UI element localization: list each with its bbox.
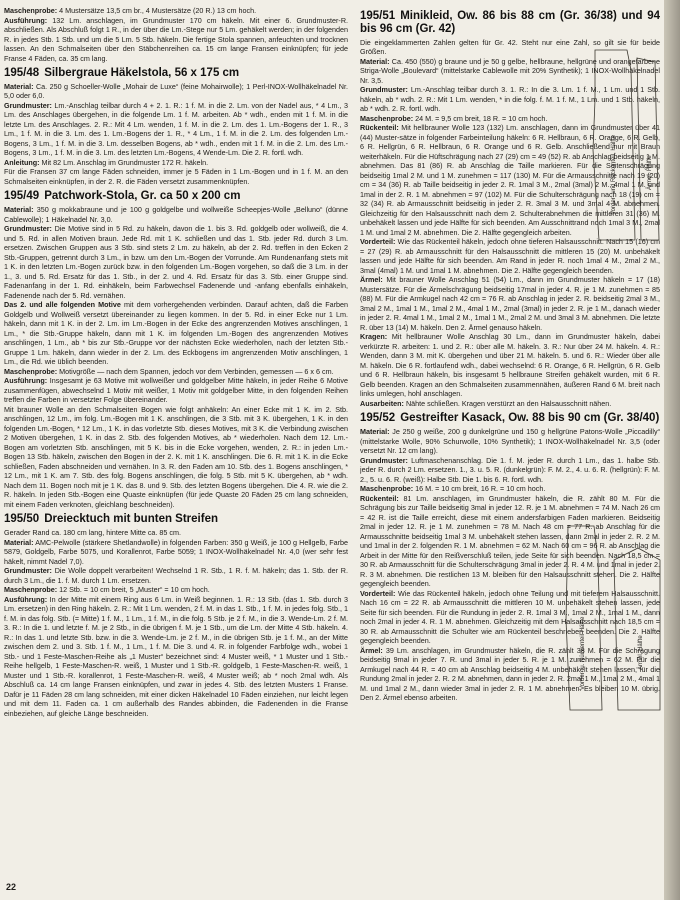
paragraph: Vorderteil: Wie das Rückenteil häkeln, jedoch ohne tieferen Halsausschnitt. Nach 15 (16) cm = 27 (29) R. ab Armausschnitt für den Halsausschnitt die mittleren 15 (20) M. unbehäkelt lassen und jede Hälfte für sich beenden. Am Rand in jeder R. noch 1mal 4 M., 2mal 2 M., 3mal (4mal) 1 M. und 1mal 1 M. abnehmen. Die 2. Hälfte gegengleich beenden.: [360, 237, 660, 275]
paragraph: Die eingeklammerten Zahlen gelten für Gr. 42. Steht nur eine Zahl, so gilt sie für beide Größen.: [360, 37, 660, 57]
dress-pattern-schematic: [585, 40, 663, 250]
paragraph: Ausarbeiten: Nähte schließen. Kragen verstürzt an den Halsausschnitt nähen.: [360, 398, 612, 408]
section-heading: 195/48 Silbergraue Häkelstola, 56 x 175 cm: [4, 67, 240, 79]
paragraph: Ärmel: 39 Lm. anschlagen, im Grundmuster häkeln, die R. zählt 38 M. Für die Schrägung beidseitig 9mal in jeder 7. R. und 3mal in jeder 5. R. je 1 M. zunehmen = 62 M. Für die Armkugel nach 44 R. = 40 cm ab Anschlag beidseitig 4 M. unbehäkelt stehen lassen, für die Rundung 2mal in jeder 2. R. 2 M. abnehmen, dann in jeder 2. R. 2mal 1 M., 1mal 2 M., 4mal 1 M. und 1mal 2 M., dann wieder 3mal in jeder 2. R. 1 M. abnehmen. Es bleiben 10 M. übrig. Den 2. Ärmel ebenso arbeiten.: [360, 645, 660, 703]
intro-paragraph: Ausführung: 132 Lm. anschlagen, im Grundmuster 170 cm häkeln. Mit einer 6. Grundmuster-R. abschließen. Als Abschluß folgt 1 R., in der über die Lm.-Stege nur 5 Lm. gehäkelt werden; in der folgenden R. in jedes Stb. 1 Stb. und um die 5 Lm. 5 Stb. häkeln. Die fertige Stola spannen, anfeuchten und trocknen lassen. An den Schmalseiten über den Stäbchenreihen ca. 15 cm lange Fransen einknüpfen; für jede Franse 4 Fäden, ca. 35 cm lang.: [4, 15, 348, 63]
section-heading: 195/50 Dreiecktuch mit bunten Streifen: [4, 513, 218, 526]
tunic-body-label: Vorder- u. Rückenteil Hälfte: [580, 616, 586, 690]
paragraph: Das 2. und alle folgenden Motive mit dem vorhergehenden verbinden. Darauf achten, daß die Farben Goldgelb und Wollweiß versetzt übereinander zu liegen kommen. In der 5. Rd. in einer Ecke nur 1 Lm. häkeln, dann mit 1 K. in der 2. Lm. im Lm.-Bogen in der Ecke des angrenzenden Motives anschlingen, 1 Lm., * die Stb.-Gruppe häkeln, dann mit 1 K. im folgenden Lm.-Bogen des angrenzenden Motives anschlingen, 1 Lm., ab * bis zur Stb.-Gruppe vor der nächsten Ecke wiederholen, nach der letzten Stb.-Gruppe 1 Lm. häkeln, dann wieder in der 2. Lm. des Eckbogens im angrenzenden Motiv anschlingen, 1 Lm., die Rd. wie üblich beenden.: [4, 300, 348, 367]
paragraph: Mit brauner Wolle an den Schmalseiten Bogen wie folgt anhäkeln: An einer Ecke mit 1 K. im 2. Stb. anschlingen, 12 Lm., im folg. Lm.-Bogen mit 1 K. anschlingen, die 3 Stb. mit 3 K. übergehen, 1 K. in den folgenden Lm.-Bogen, * 12 Lm., 1 K. in das vorletzte Stb. dieses Motives, mit 3 K. die Verbindung zwischen 2 Motiven übergehen, 1 K. in das 2. Stb. des folgenden Motives, ab * wiederholen. Nach dem 12. Lm.-Bogen am vorletzten Stb. anschlingen, mit 5 K. bis in die Ecke vorgehen, wenden, 2. R.: in jeden Lm.-Bogen 13 Stb. häkeln, zwischen den Bogen in der 2. K. mit 1 K. anschlingen. Die 6. R. mit 1 K. in die Ecke schließen, Faden abschneiden und vernähen. In 3. R. den Faden am 10. Stb. des 1. Bogens anschlingen, * 12 Lm., mit 1 K. am 7. Stb. des folg. Bogens anschlingen, die folg. 5 Stb. mit 5 K. übergehen, ab * wdh. Nach dem 11. Bogen noch mit je 1 K. das 8. und 9. Stb. des letzten Bogens übergehen. Die 4. R. wie die 2. R. häkeln. In jeden Stb.-Bogen eine Quaste einknüpfen (für jede Quaste 20 Fäden 25 cm lang schneiden, mit einem Faden verknoten, gleichlang beschneiden).: [4, 404, 348, 509]
paragraph: Grundmuster: Die Motive sind in 5 Rd. zu häkeln, davon die 1. bis 3. Rd. goldgelb oder wollweiß, die 4. und 5. Rd. in allen Motiven braun. Jede Rd. mit 1 K. schließen und das 1. Stb. jeder Rd. durch 3 Lm. ersetzen. Zwischen Gruppen aus 3 Stb. sind stets 2 Lm. zu häkeln, ab der 2. Rd. treffen in den Ecken 2 Stb.-Gruppen, getrennt durch 3 Lm., in bzw. um den Lm.-Bogen der Vorrunde. Am Rundenanfang stets mit 1 K. in den letzten Lm.-Bogen zurück bzw. in den folgenden Lm.-Bogen vorgehen, so daß die 3 Lm. in der 1., 3. und 5. Rd. Ersatz für das 1. Stb., in der 2. und 4. Rd. Ersatz für das 3. Stb. einer Gruppe sind. Fadenanfang in der 1. Rd. einhäkeln, beim Farbwechsel Fadenende und -anfang ebenfalls einhäkeln, Fadenende nach der 5. Rd. vernähen.: [4, 224, 348, 300]
tunic-sleeve-label: Ärmel, Hälfte: [638, 635, 644, 670]
paragraph: Gerader Rand ca. 180 cm lang, hintere Mitte ca. 85 cm.: [4, 528, 181, 538]
paragraph: Kragen: Mit hellbrauner Wolle Anschlag 30 Lm., dann im Grundmuster häkeln, dabei verkürzte R. arbeiten: 1. und 2. R.: über alle M. häkeln. 3. R.: Nur über 24 M. häkeln. 4. R.: Wenden, dann 3 M. mit K. übergehen und über 21 M. häkeln. 5. und 6. R.: Wieder über alle M. häkeln. Die 6 R. fortlaufend wdh., dabei wechselnd: 6 R. Orange, 6 R. Hellgrün, 6 R. Gelb und 6 R. Hellbraun häkeln, bis insgesamt 5 hellbraune Streifen gehäkelt wurden, mit 6 R. Gelb beenden. Kragen an den Schmalseiten zusammennähen, äußeren Rand 6 M. breit nach links umlegen, hohl anschlagen.: [360, 332, 660, 399]
paragraph: Material: AMC-Pelwolle (stärkere Shetlandwolle) in folgenden Farben: 350 g Weiß, je 100 g Hellgelb, Farbe 5879, Goldgelb, Farbe 5075, und Korallenrot, Farbe 5059; 1 INOX-Wollhäkelnadel Nr. 4,0 (wer sehr fest häkelt, nimmt Nadel 7,0).: [4, 537, 348, 566]
section-195-48: [4, 67, 348, 186]
paragraph: Grundmuster: Lm.-Anschlag teilbar durch 3. 1. R.: In die 3. Lm. 1 f. M., 1 Lm. und 1 Stb. häkeln, ab * wdh. 2. R.: Mit 1 Lm. wenden, * in die folg. f. M. 1 f. M., 1 Lm. und 1 Stb. häkeln, ab * wdh. 2. R. fortl. wdh.: [360, 85, 660, 114]
tunic-pattern-schematic: [560, 520, 664, 720]
paragraph: Grundmuster: Lm.-Anschlag teilbar durch 4 + 2. 1. R.: 1 f. M. in die 2. Lm. von der Nadel aus, * 4 Lm., 3 Lm. des Anschlages übergehen, in die folgende Lm. 1 f. M. arbeiten. Ab * wdh., enden mit 1 f. M. in die letzte Lm. des Anschlages. 2. R.: Mit 4 Lm. wenden, 1 f. M. in die 2. Lm. des 1. Lm.-Bogens der 1. R., 3 Lm., 1 f. M. in die 3. Lm. des 1. Lm.-Bogens der 1. R., * 4 Lm., 1 f. M. in die 2. Lm. des folgenden Lm.-Bogens, 3 Lm., 1 f. M. in die 3. Lm. desselben Bogens, ab * wdh., enden mit 1 f. M. in die 2. Lm. des Lm.-Bogens, 3 Lm., 1 f. M. in die 3. Lm. des letzten Lm.-Bogens, 4 Wende-Lm. Die 2. R. fortl. wdh.: [4, 100, 348, 158]
paragraph: Ärmel: Mit brauner Wolle Anschlag 51 (54) Lm., dann im Grundmuster häkeln = 17 (18) Mustersätze. Für die Ärmelschrägung beidseitig 17mal in jeder 4. R. je 1 M. zunehmen = 85 (88) M. Für die Armkugel nach 42 cm = 76 R. ab Anschlag in jeder 2. R. beidseitig 2mal 3 M., 3mal 2 M., 1mal 1 M., 1mal 2 M., 4mal 1 M., 2mal (3mal) in jeder 2. R. je 1 M., danach wieder in jeder 2. R. 4mal 1 M., 1mal 2 M., 1mal 1 M., 2mal 2 M. und 3mal 3 M. abnehmen. Die letzte R. über 13 (14) M. häkeln. Den 2. Ärmel genauso häkeln.: [360, 275, 660, 332]
section-heading: 195/52 Gestreifter Kasack, Ow. 88 bis 90 cm (Gr. 38/40): [360, 412, 660, 425]
page-binding-edge: [664, 0, 680, 900]
paragraph: Rückenteil: Mit hellbrauner Wolle 123 (132) Lm. anschlagen, dann im Grundmuster über 41 (44) Muster-sätze in folgender Farbeinteilung häkeln: 6 R. Hellbraun, 6 R. Orange, 6 R. Gelb, 6 R. Hellgrün, 6 R. Hellbraun, 6 R. Orange und 6 R. Gelb. Anschließend nur mit Braun weiterhäkeln. Für die Hüftschrägung nach 27 (29) cm = 49 (52) R. ab Anschlag beidseitig 1 M. abnehmen. Das 81 (86) R. ab Anschlag die Taille markieren. Für die Seitenschrägung beidseitig 1mal 2 M. und 1 M. zunehmen = 117 (130) M. Für die Armausschnitte nach 19 (20) cm = 34 (36) R. ab Taille beidseitig in jeder 2. R. 1mal 3 M., 2mal (3mal) 2 M., 4mal 1 M. und 1mal in der 2. R. 1 M. abnehmen = 97 (102) M. Für die Schulterschrägung nach 18 (19) cm = 32 (34) R. ab Armausschnitt beidseitig in jeder 2. R. 3mal 3 M. und 3mal 4 M. abnehmen. Gleichzeitig für den Halsausschnitt nach dem 2. Schulterabnehmen die mittleren 31 (36) M. unbehäkelt lassen und jede Hälfte für sich beenden. Am Ausschnittrand noch 1mal 3 M., 2mal 1 M. und 1mal 2 M. abnehmen. Die 2. Hälfte gegengleich arbeiten.: [360, 123, 660, 237]
paragraph: Vorderteil: Wie das Rückenteil häkeln, jedoch ohne Teilung und mit tieferem Halsausschnitt. Nach 16 cm = 22 R. ab Armausschnitt die mittleren 10 M. unbehäkelt stehen lassen, jede Seite für sich beenden. Für die Rundung in jeder 2. R. 1mal 3 M., 1mal 2 M., 1mal 1 M., dann noch 2mal in jeder 4. R. 1 M. abnehmen. Gleichzeitig mit dem Halsausschnitt nach 18,5 cm = 30 R. ab Armausschnitt die Schulter wie am Rückenteil beschrieben beenden. Die 2. Hälfte gegengleich beenden.: [360, 588, 660, 646]
section-195-50: [4, 513, 348, 718]
paragraph: Rückenteil: 81 Lm. anschlagen, im Grundmuster häkeln, die R. zählt 80 M. Für die Schrägung bis zur Taille beidseitig 3mal in jeder 12. R. je 1 M. abnehmen = 74 M. Nach 26 cm = 42 R. ist die Taille erreicht, diese mit einem andersfarbigen Faden markieren. Beidseitig 2mal in jeder 12. R. je 1 M. zunehmen = 78 M. Nach 48 cm = 77 R. ab Anschlag für die Armausschnitte beidseitig 1mal 3 M. unbehäkelt stehen lassen, dann 2mal in jeder 2. R. 2 M. und 1mal in der 2. folgenden R. 1 M. abnehmen = 62 M. Nach 60 cm = 96 R. ab Anschlag die Arbeit in der Mitte für den Reißverschluß teilen, jede Seite für sich beenden. Nach 18,5 cm = 30 R. ab Armausschnitt für die Schulterschrägung 3mal in jeder 2. R. 4 M. und 1mal in jeder 2. R. 3 M. abnehmen. Die restlichen 13 M. bleiben für den Halsausschnitt stehen. Die 2. Hälfte gegengleich beenden.: [360, 493, 660, 589]
paragraph: Maschenprobe: 24 M. = 9,5 cm breit, 18 R. = 10 cm hoch.: [360, 113, 548, 123]
section-heading: 195/51 Minikleid, Ow. 86 bis 88 cm (Gr. 36/38) und 94 bis 96 cm (Gr. 42): [360, 10, 660, 35]
dress-sleeve-outline: [637, 58, 659, 240]
left-column: [4, 6, 348, 874]
paragraph: Ausführung: In der Mitte mit einem Ring aus 6 Lm. in Weiß beginnen. 1. R.: 13 Stb. (das 1. Stb. durch 3 Lm. ersetzen) in den Ring häkeln. 2. R.: Mit 1 Lm. wenden, 2 f. M. in das 1. Stb., 1 f. M. in jedes folg. Stb., 1 f. M. in das folg. Stb. (= Mitte) 1 f. M., 1 Lm., 1 f. M., in die folg. 5 Stb. je 2 f. M., in die 3. Wende-Lm. 2 f. M. 3. R.: In die 1. und letzte f. M. je 2 Stb., in die übrigen f. M. je 1 Stb., um die Lm. der Mitte 4 Stb. häkeln. 4. R.: In das 1. und letzte Stb. bzw. in die 3. Wende-Lm. je 2 f. M., in die übrigen Stb. je 1 f. M., an der Mitte zwischen dem 2. und 3. Stb. 1 f. M., 1 Lm., 1 f. M. Die 3. und 4. R. in folgender Farbfolge wdh., wobei 1 Stb.- und 1 Feste-Maschen-Reihe als „1 Muster“ bezeichnet sind: 4 Muster weiß, * 1 Muster und 1 Stb.-Reihe hellgelb, 1 Feste-Maschen-R. weiß, 1 Muster und 1 Stb.-R. goldgelb, 1 Feste-Maschen-R. weiß, 1 Muster und 1 Stb.-R. korallenrot, 1 Feste-Maschen-R. weiß, 4 Muster weiß; ab * noch 2mal wdh. Als Abschluß ca. 14 cm lange Fransen einknüpfen, und zwar in jedes 4. Stb. des letzten Musters 1 Franse. Dafür je 11 Fäden 28 cm lang schneiden, mit einer dicken Häkelnadel 10 Fäden einziehen, nur leicht legen und mit dem 11. Faden ca. 1 cm außerhalb des Randes abbinden, die Fadenenden in die Franse einbeziehen, auf gleiche Länge beschneiden.: [4, 594, 348, 718]
paragraph: Grundmuster: Die Wolle doppelt verarbeiten! Wechselnd 1 R. Stb., 1 R. f. M. häkeln; das 1. Stb. der R. durch 3 Lm., die 1. f. M. durch 1 Lm. ersetzen.: [4, 566, 348, 585]
dress-sleeve-label: Ärmel, Hälfte: [647, 155, 653, 190]
paragraph: Material: 350 g mokkabraune und je 100 g goldgelbe und wollweiße Scheepjes-Wolle „Belluno“ (dünne Cablewolle); 1 Häkelnadel Nr. 3,0.: [4, 205, 348, 224]
section-heading: 195/49 Patchwork-Stola, Gr. ca 50 x 200 cm: [4, 190, 241, 203]
page-number: 22: [6, 882, 17, 892]
paragraph: Material: Ca. 250 g Schoeller-Wolle „Mohair de Luxe“ (feine Mohairwolle); 1 Perl-INOX-Wollhäkelnadel Nr. 5,0 oder 6,0.: [4, 81, 348, 101]
paragraph: Maschenprobe: 12 Stb. = 10 cm breit, 5 „Muster“ = 10 cm hoch.: [4, 585, 210, 595]
paragraph: Material: Ca. 450 (550) g braune und je 50 g gelbe, hellbraune, hellgrüne und orangefarbene Striga-Wolle „Boulevard“ (mittelstarke Cablewolle mit 20% Synthetik); 1 INOX-Wollhäkelnadel Nr. 3,5.: [360, 56, 660, 85]
paragraph: Maschenprobe: 16 M. = 10 cm breit, 16 R. = 10 cm hoch.: [360, 484, 546, 494]
paragraph: Ausführung: Insgesamt je 63 Motive mit wollweißer und goldgelber Mitte häkeln, in jeder Reihe 6 Motive zusammenfügen, abwechselnd 1 Motiv mit weißer, 1 Motiv mit goldgelber Mitte, in den folgenden Reihen treffen die Farben in versetzter Folge übereinander.: [4, 376, 348, 405]
paragraph: Für die Fransen 37 cm lange Fäden schneiden, immer je 5 Fäden in 1 Lm.-Bogen und in 1 f. M. an den Schmalseiten einknüpfen, in der 2. R. die Fäden versetzt zusammenknüpfen.: [4, 167, 348, 186]
intro-block: [4, 6, 348, 63]
section-195-49: [4, 190, 348, 509]
paragraph: Anleitung: Mit 82 Lm. Anschlag im Grundmuster 172 R. häkeln.: [4, 157, 209, 167]
dress-body-label: Vorder- und Rückenteil, Hälfte: [611, 134, 617, 215]
paragraph: Material: Je 250 g weiße, 200 g dunkelgrüne und 150 g hellgrüne Patons-Wolle „Piccadilly“ (mittelstarke Wolle, 90% Schurwolle, 10% Synthetik); 1 INOX-Wollhäkelnadel Nr. 3,5 (oder versetzt Nr. 12 cm lang).: [360, 427, 660, 456]
intro-paragraph: Maschenprobe: 4 Mustersätze 13,5 cm br., 4 Mustersätze (20 R.) 13 cm hoch.: [4, 6, 257, 15]
paragraph: Maschenprobe: Motivgröße — nach dem Spannen, jedoch vor dem Verbinden, gemessen — 6 x 6 cm.: [4, 366, 334, 376]
tunic-sleeve-outline: [614, 548, 660, 710]
paragraph: Grundmuster: Luftmaschenanschlag. Die 1. f. M. jeder R. durch 1 Lm., das 1. halbe Stb. jeder R. durch 2 Lm. ersetzen. 1., 3. u. 5. R. (dunkelgrün): F. M. 2., 4. u. 6. R. (hellgrün): F. M. 2., 5. u. 6. R. (weiß): Halbe Stb. Die 1. bis 6. R. fortl. wdh.: [360, 455, 660, 484]
